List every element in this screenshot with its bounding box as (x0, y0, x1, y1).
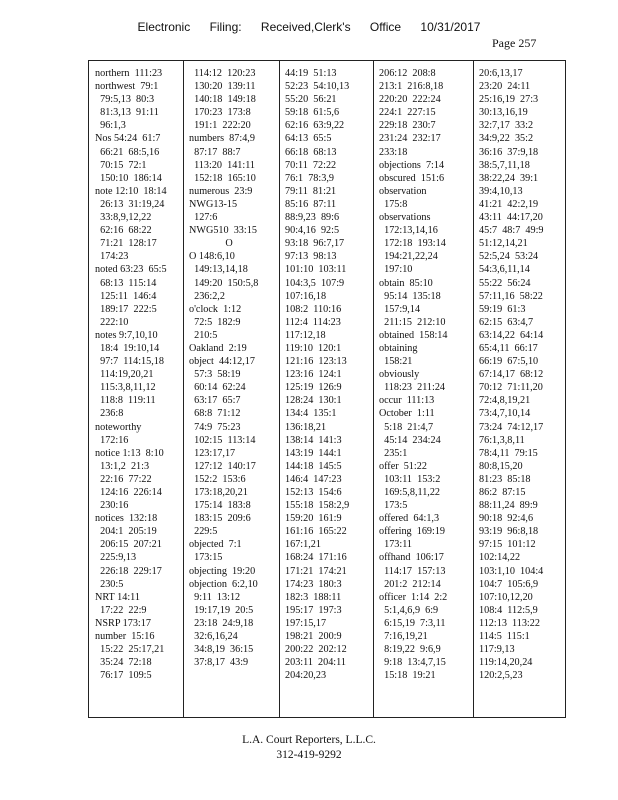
index-entry: 63:17 65:7 (189, 395, 241, 407)
index-entry: 36:16 37:9,18 (479, 146, 539, 158)
index-entry: 70:15 72:1 (95, 159, 147, 171)
footer-phone: 312-419-9292 (276, 749, 342, 761)
index-entry: 33:8,9,12,22 (95, 212, 152, 224)
index-entry: 118:23 211:24 (379, 382, 446, 394)
index-entry: obtaining (379, 342, 418, 354)
index-entry: o'clock 1:12 (189, 303, 242, 315)
index-entry: 34:9,22 35:2 (479, 133, 534, 145)
index-entry: 123:16 124:1 (285, 369, 342, 381)
index-entry: 231:24 232:17 (379, 133, 441, 145)
index-entry: 97:15 101:12 (479, 539, 536, 551)
index-entry: 55:20 56:21 (285, 94, 337, 106)
index-entry: 19:17,19 20:5 (189, 604, 254, 616)
index-entry: 87:17 88:7 (189, 146, 241, 158)
index-entry: 96:1,3 (95, 120, 126, 132)
index-entry: 144:18 145:5 (285, 460, 342, 472)
index-entry: 9:11 13:12 (189, 591, 241, 603)
index-entry: 79:11 81:21 (285, 185, 337, 197)
index-entry: 70:11 72:22 (285, 159, 337, 171)
index-entry: 201:2 212:14 (379, 578, 441, 590)
index-entry: 168:24 171:16 (285, 552, 347, 564)
index-entry: 54:3,6,11,14 (479, 264, 530, 276)
index-entry: 117:12,18 (285, 329, 326, 341)
index-entry: obscured 151:6 (379, 172, 445, 184)
index-entry: 233:18 (379, 146, 408, 158)
index-entry: 117:9,13 (479, 644, 515, 656)
index-entry: 81:23 85:18 (479, 473, 531, 485)
index-entry: 52:5,24 53:24 (479, 251, 539, 263)
index-entry: 66:19 67:5,10 (479, 356, 539, 368)
index-entry: 90:18 92:4,6 (479, 513, 534, 525)
index-entry: 125:11 146:4 (95, 290, 157, 302)
index-entry: 235:1 (379, 447, 408, 459)
index-entry: 76:1 78:3,9 (285, 172, 334, 184)
index-entry: Oakland 2:19 (189, 342, 247, 354)
index-entry: 161:16 165:22 (285, 526, 347, 538)
index-entry: 107:10,12,20 (479, 591, 533, 603)
index-entry: 173:11 (379, 539, 413, 551)
index-entry: October 1:11 (379, 408, 435, 420)
index-entry: 5:1,4,6,9 6:9 (379, 604, 439, 616)
index-entry: observation (379, 185, 427, 197)
index-entry: occur 111:13 (379, 395, 435, 407)
index-entry: 149:20 150:5,8 (189, 277, 259, 289)
index-entry: 167:1,21 (285, 539, 321, 551)
index-entry: 225:9,13 (95, 552, 137, 564)
index-entry: 136:18,21 (285, 421, 327, 433)
index-entry: 63:14,22 64:14 (479, 329, 544, 341)
index-entry: 68:8 71:12 (189, 408, 241, 420)
index-entry: numerous 23:9 (189, 185, 253, 197)
index-entry: offhand 106:17 (379, 552, 444, 564)
index-entry: 13:1,2 21:3 (95, 460, 150, 472)
index-entry: 203:11 204:11 (285, 657, 346, 669)
index-entry: 175:14 183:8 (189, 500, 251, 512)
index-entry: 30:13,16,19 (479, 107, 528, 119)
index-entry: offer 51:22 (379, 460, 427, 472)
index-entry: 76:17 109:5 (95, 670, 152, 682)
index-entry: 204:20,23 (285, 670, 327, 682)
index-entry: 23:20 24:11 (479, 81, 531, 93)
index-entry: 80:8,15,20 (479, 460, 523, 472)
index-entry: Nos 54:24 61:7 (95, 133, 161, 145)
index-column-4 (379, 67, 447, 682)
header-electronic: Electronic (137, 20, 191, 34)
index-entry: 236:8 (95, 408, 124, 420)
index-entry: 67:14,17 68:12 (479, 369, 544, 381)
index-entry: 78:4,11 79:15 (479, 447, 538, 459)
index-entry: 81:3,13 91:11 (95, 107, 159, 119)
index-entry: 224:1 227:15 (379, 107, 436, 119)
index-entry: 73:4,7,10,14 (479, 408, 531, 420)
index-entry: 62:16 63:9,22 (285, 120, 345, 132)
index-entry: 183:15 209:6 (189, 513, 251, 525)
index-entry: obviously (379, 369, 420, 381)
index-entry: noted 63:23 65:5 (95, 264, 167, 276)
index-entry: 226:18 229:17 (95, 565, 162, 577)
index-entry: 103:11 153:2 (379, 473, 441, 485)
index-entry: 222:10 (95, 316, 129, 328)
index-entry: 65:4,11 66:17 (479, 342, 538, 354)
index-entry: 59:18 61:5,6 (285, 107, 340, 119)
index-entry: 32:6,16,24 (189, 631, 238, 643)
index-entry: 88:9,23 89:6 (285, 212, 340, 224)
index-entry: 9:18 13:4,7,15 (379, 657, 446, 669)
index-entry: 18:4 19:10,14 (95, 342, 160, 354)
index-entry: 191:1 222:20 (189, 120, 251, 132)
index-entry: objecting 19:20 (189, 565, 256, 577)
column-divider (279, 61, 280, 717)
index-entry: 59:19 61:3 (479, 303, 526, 315)
index-entry: 8:19,22 9:6,9 (379, 644, 441, 656)
index-entry: 93:19 96:8,18 (479, 526, 539, 538)
index-entry: 79:5,13 80:3 (95, 94, 155, 106)
index-entry: 72:5 182:9 (189, 316, 241, 328)
index-entry: 20:6,13,17 (479, 68, 523, 79)
index-entry: 174:23 (95, 251, 129, 263)
index-entry: 15:22 25:17,21 (95, 644, 165, 656)
header-office: Office (369, 20, 402, 34)
index-entry: 211:15 212:10 (379, 316, 446, 328)
index-entry: offered 64:1,3 (379, 513, 440, 525)
index-entry: objections 7:14 (379, 159, 445, 171)
index-entry: 210:5 (189, 329, 218, 341)
index-entry: 93:18 96:7,17 (285, 238, 345, 250)
index-entry: 114:17 157:13 (379, 565, 446, 577)
index-entry: noteworthy (95, 421, 142, 433)
index-entry: 182:3 188:11 (285, 591, 342, 603)
index-entry: 173:5 (379, 500, 408, 512)
index-entry: notices 132:18 (95, 513, 158, 525)
index-entry: 60:14 62:24 (189, 382, 246, 394)
index-entry: 159:20 161:9 (285, 513, 342, 525)
index-entry: 107:16,18 (285, 290, 327, 302)
index-entry: 128:24 130:1 (285, 395, 342, 407)
index-entry: 38:5,7,11,18 (479, 159, 530, 171)
index-entry: 104:3,5 107:9 (285, 277, 345, 289)
index-entry: 206:15 207:21 (95, 539, 162, 551)
index-entry: 25:16,19 27:3 (479, 94, 539, 106)
index-entry: 114:19,20,21 (95, 369, 154, 381)
index-entry: 198:21 200:9 (285, 631, 342, 643)
index-entry: 171:21 174:21 (285, 565, 347, 577)
index-entry: 157:9,14 (379, 303, 421, 315)
index-entry: 172:16 (95, 434, 129, 446)
index-entry: 173:15 (189, 552, 223, 564)
index-entry: 229:18 230:7 (379, 120, 436, 132)
index-entry: notice 1:13 8:10 (95, 447, 164, 459)
index-entry: 115:3,8,11,12 (95, 382, 156, 394)
index-entry: 7:16,19,21 (379, 631, 428, 643)
index-entry: 108:4 112:5,9 (479, 604, 538, 616)
index-entry: 51:12,14,21 (479, 238, 528, 250)
index-entry: 175:8 (379, 198, 408, 210)
index-entry: 146:4 147:23 (285, 473, 342, 485)
column-divider (373, 61, 374, 717)
index-entry: 86:2 87:15 (479, 487, 526, 498)
index-entry: 118:8 119:11 (95, 395, 156, 407)
index-entry: objection 6:2,10 (189, 578, 258, 590)
index-entry: officer 1:14 2:2 (379, 591, 448, 603)
index-entry: 85:16 87:11 (285, 198, 337, 210)
index-entry: 43:11 44:17,20 (479, 212, 543, 224)
index-entry: 70:12 71:11,20 (479, 382, 543, 394)
index-entry: 88:11,24 89:9 (479, 500, 538, 512)
index-entry: 23:18 24:9,18 (189, 617, 254, 629)
index-entry: 68:13 115:14 (95, 277, 157, 289)
index-entry: 200:22 202:12 (285, 644, 347, 656)
index-entry: 124:16 226:14 (95, 487, 162, 498)
index-entry: 230:5 (95, 578, 124, 590)
section-letter: O (225, 238, 233, 250)
index-entry: 97:13 98:13 (285, 251, 337, 263)
index-entry: observations (379, 212, 431, 224)
index-entry: O 148:6,10 (189, 251, 235, 263)
index-entry: 17:22 22:9 (95, 604, 147, 616)
index-entry: 32:7,17 33:2 (479, 120, 534, 132)
index-entry: 213:1 216:8,18 (379, 81, 444, 93)
index-entry: 120:2,5,23 (479, 670, 523, 682)
index-box (88, 60, 566, 718)
index-entry: 45:14 234:24 (379, 434, 441, 446)
index-entry: 66:18 68:13 (285, 146, 337, 158)
index-entry: 172:13,14,16 (379, 225, 438, 237)
index-entry: 119:14,20,24 (479, 657, 533, 669)
index-entry: 57:3 58:19 (189, 369, 241, 381)
index-entry: note 12:10 18:14 (95, 185, 167, 197)
index-entry: 119:10 120:1 (285, 342, 342, 354)
index-entry: 194:21,22,24 (379, 251, 438, 263)
index-entry: 90:4,16 92:5 (285, 225, 340, 237)
index-entry: 15:18 19:21 (379, 670, 436, 682)
index-entry: 220:20 222:24 (379, 94, 441, 106)
index-entry: NWG13-15 (189, 198, 238, 210)
index-entry: 130:20 139:11 (189, 81, 256, 93)
index-entry: 195:17 197:3 (285, 604, 342, 616)
index-column-2 (189, 67, 269, 669)
index-entry: 174:23 180:3 (285, 578, 342, 590)
index-entry: 173:18,20,21 (189, 487, 248, 498)
index-entry: 37:8,17 43:9 (189, 657, 249, 669)
index-entry: 101:10 103:11 (285, 264, 347, 276)
index-entry: 35:24 72:18 (95, 657, 152, 669)
index-entry: 197:10 (379, 264, 413, 276)
index-entry: 6:15,19 7:3,11 (379, 617, 446, 629)
page-number: Page 257 (492, 36, 537, 50)
index-entry: number 15:16 (95, 631, 155, 643)
index-entry: 149:13,14,18 (189, 264, 248, 276)
index-entry: 152:2 153:6 (189, 473, 246, 485)
index-entry: object 44:12,17 (189, 356, 255, 368)
index-entry: 34:8,19 36:15 (189, 644, 254, 656)
index-entry: 73:24 74:12,17 (479, 421, 544, 433)
column-divider (473, 61, 474, 717)
header-received: Received,Clerk's (260, 20, 351, 34)
index-entry: objected 7:1 (189, 539, 242, 551)
index-entry: 155:18 158:2,9 (285, 500, 350, 512)
index-entry: 150:10 186:14 (95, 172, 162, 184)
index-column-5 (479, 67, 544, 682)
index-entry: 45:7 48:7 49:9 (479, 225, 544, 237)
filing-header (0, 20, 618, 34)
index-entry: notes 9:7,10,10 (95, 329, 158, 341)
index-entry: obtained 158:14 (379, 329, 448, 341)
index-entry: 38:22,24 39:1 (479, 172, 539, 184)
index-entry: 95:14 135:18 (379, 290, 441, 302)
index-entry: NWG510 33:15 (189, 225, 257, 237)
index-entry: 172:18 193:14 (379, 238, 446, 250)
header-date: 10/31/2017 (420, 20, 481, 34)
index-entry: 127:6 (189, 212, 218, 224)
index-entry: 140:18 149:18 (189, 94, 256, 106)
index-entry: 57:11,16 58:22 (479, 290, 543, 302)
index-entry: 169:5,8,11,22 (379, 487, 441, 498)
index-column-3 (285, 67, 349, 682)
index-entry: 74:9 75:23 (189, 421, 241, 433)
index-entry: offering 169:19 (379, 526, 446, 538)
index-entry: northwest 79:1 (95, 81, 159, 93)
index-entry: 104:7 105:6,9 (479, 578, 539, 590)
index-entry: 66:21 68:5,16 (95, 146, 160, 158)
index-entry: 113:20 141:11 (189, 159, 256, 171)
header-filing: Filing: (209, 20, 242, 34)
index-entry: 112:13 113:22 (479, 617, 540, 629)
index-entry: 62:15 63:4,7 (479, 316, 534, 328)
index-entry: 138:14 141:3 (285, 434, 342, 446)
index-entry: 108:2 110:16 (285, 303, 342, 315)
index-entry: 152:13 154:6 (285, 487, 342, 498)
index-entry: 189:17 222:5 (95, 303, 157, 315)
index-entry: 229:5 (189, 526, 218, 538)
index-entry: 71:21 128:17 (95, 238, 157, 250)
index-entry: 102:15 113:14 (189, 434, 256, 446)
index-entry: 143:19 144:1 (285, 447, 342, 459)
index-entry: 72:4,8,19,21 (479, 395, 531, 407)
column-divider (183, 61, 184, 717)
index-entry: 236:2,2 (189, 290, 225, 302)
index-entry: numbers 87:4,9 (189, 133, 255, 145)
index-entry: 76:1,3,8,11 (479, 434, 525, 446)
index-entry: 55:22 56:24 (479, 277, 531, 289)
index-entry: 52:23 54:10,13 (285, 81, 350, 93)
index-entry: 127:12 140:17 (189, 460, 256, 472)
index-entry: 158:21 (379, 356, 413, 368)
index-entry: 170:23 173:8 (189, 107, 251, 119)
index-entry: 204:1 205:19 (95, 526, 157, 538)
index-entry: 121:16 123:13 (285, 356, 347, 368)
index-column-1 (95, 67, 167, 682)
index-entry: northern 111:23 (95, 68, 163, 79)
index-entry: 103:1,10 104:4 (479, 565, 544, 577)
index-entry: 152:18 165:10 (189, 172, 256, 184)
index-entry: 206:12 208:8 (379, 68, 436, 79)
index-entry: 102:14,22 (479, 552, 521, 564)
index-entry: obtain 85:10 (379, 277, 433, 289)
index-entry: 230:16 (95, 500, 129, 512)
footer-company: L.A. Court Reporters, L.L.C. (242, 734, 376, 746)
index-entry: 123:17,17 (189, 447, 236, 459)
index-entry: 5:18 21:4,7 (379, 421, 434, 433)
index-entry: 125:19 126:9 (285, 382, 342, 394)
index-entry: 197:15,17 (285, 617, 327, 629)
index-entry: 62:16 68:22 (95, 225, 152, 237)
index-entry: 64:13 65:5 (285, 133, 332, 145)
index-entry: 41:21 42:2,19 (479, 198, 539, 210)
index-entry: 112:4 114:23 (285, 316, 341, 328)
index-entry: 39:4,10,13 (479, 185, 523, 197)
index-entry: 114:5 115:1 (479, 631, 530, 643)
index-entry: 114:12 120:23 (189, 68, 256, 79)
index-entry: 22:16 77:22 (95, 473, 152, 485)
index-entry: 134:4 135:1 (285, 408, 337, 420)
index-entry: NSRP 173:17 (95, 617, 151, 629)
index-entry: NRT 14:11 (95, 591, 140, 603)
index-entry: 44:19 51:13 (285, 68, 337, 79)
index-entry: 97:7 114:15,18 (95, 356, 164, 368)
index-entry: 26:13 31:19,24 (95, 198, 165, 210)
